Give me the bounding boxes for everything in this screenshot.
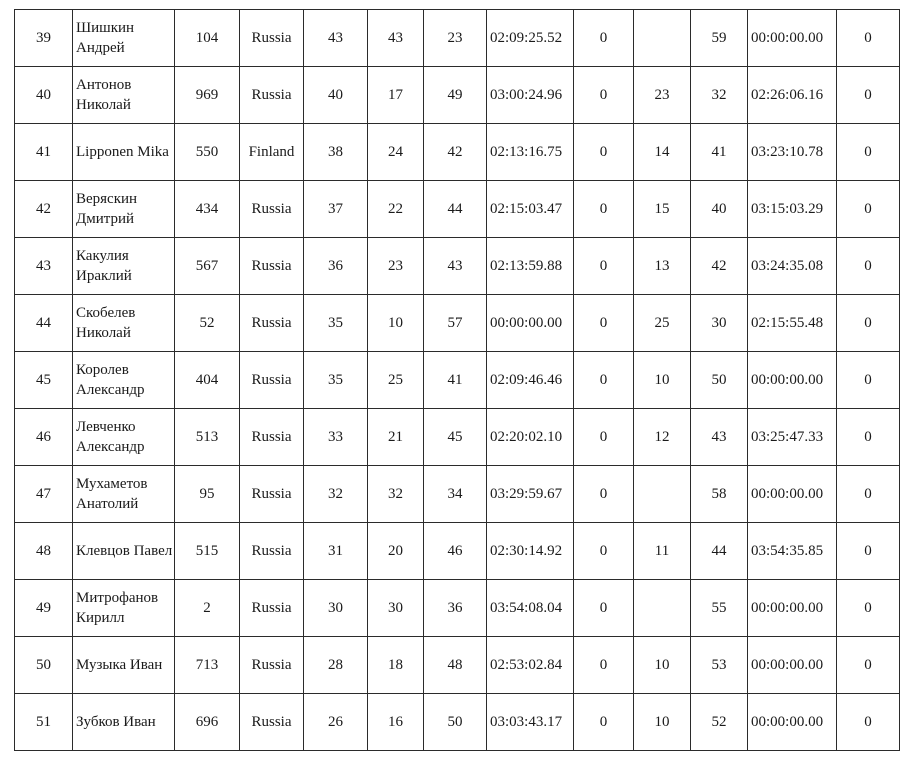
time-cell: 03:54:35.85 [748,523,837,580]
country-cell: Russia [240,10,304,67]
time-cell: 00:00:00.00 [748,637,837,694]
score-cell: 20 [368,523,424,580]
table-row [15,466,900,523]
bib-cell: 434 [175,181,240,238]
bib-cell: 550 [175,124,240,181]
count-cell: 0 [837,523,900,580]
count-cell: 32 [691,67,748,124]
country-cell: Russia [240,409,304,466]
time-cell: 03:00:24.96 [487,67,574,124]
count-cell: 25 [634,295,691,352]
count-cell: 0 [574,352,634,409]
score-cell: 31 [304,523,368,580]
count-cell: 41 [691,124,748,181]
time-cell: 00:00:00.00 [748,352,837,409]
results-table [14,9,900,751]
country-cell: Russia [240,523,304,580]
count-cell: 40 [691,181,748,238]
count-cell: 43 [691,409,748,466]
count-cell: 0 [837,352,900,409]
bib-cell: 2 [175,580,240,637]
score-cell: 43 [368,10,424,67]
score-cell: 24 [368,124,424,181]
time-cell: 00:00:00.00 [487,295,574,352]
bib-cell: 567 [175,238,240,295]
score-cell: 45 [424,409,487,466]
count-cell: 0 [837,580,900,637]
time-cell: 02:09:46.46 [487,352,574,409]
count-cell: 0 [574,580,634,637]
count-cell: 52 [691,694,748,751]
table-row [15,67,900,124]
count-cell: 58 [691,466,748,523]
table-row [15,523,900,580]
time-cell: 02:09:25.52 [487,10,574,67]
count-cell: 0 [574,694,634,751]
score-cell: 43 [424,238,487,295]
score-cell: 26 [304,694,368,751]
count-cell: 0 [574,523,634,580]
count-cell: 59 [691,10,748,67]
count-cell: 13 [634,238,691,295]
score-cell: 18 [368,637,424,694]
place-cell: 48 [15,523,73,580]
place-cell: 44 [15,295,73,352]
score-cell: 43 [304,10,368,67]
score-cell: 32 [304,466,368,523]
time-cell: 03:15:03.29 [748,181,837,238]
place-cell: 42 [15,181,73,238]
name-cell: Какулия Ираклий [73,238,175,295]
place-cell: 50 [15,637,73,694]
table-row [15,637,900,694]
count-cell: 0 [837,238,900,295]
name-cell: Левченко Александр [73,409,175,466]
country-cell: Russia [240,295,304,352]
time-cell: 03:54:08.04 [487,580,574,637]
results-body [15,10,900,751]
country-cell: Russia [240,352,304,409]
country-cell: Russia [240,466,304,523]
place-cell: 41 [15,124,73,181]
score-cell: 30 [368,580,424,637]
time-cell: 00:00:00.00 [748,580,837,637]
name-cell: Митрофанов Кирилл [73,580,175,637]
count-cell: 42 [691,238,748,295]
score-cell: 42 [424,124,487,181]
count-cell: 0 [574,466,634,523]
place-cell: 39 [15,10,73,67]
score-cell: 36 [304,238,368,295]
count-cell: 15 [634,181,691,238]
table-row [15,295,900,352]
country-cell: Russia [240,67,304,124]
place-cell: 43 [15,238,73,295]
score-cell: 37 [304,181,368,238]
count-cell: 0 [574,124,634,181]
country-cell: Russia [240,637,304,694]
time-cell: 03:25:47.33 [748,409,837,466]
count-cell: 0 [574,238,634,295]
table-row [15,181,900,238]
score-cell: 44 [424,181,487,238]
count-cell: 50 [691,352,748,409]
count-cell: 0 [574,67,634,124]
score-cell: 36 [424,580,487,637]
time-cell: 02:15:55.48 [748,295,837,352]
time-cell: 02:13:59.88 [487,238,574,295]
count-cell: 0 [837,295,900,352]
country-cell: Russia [240,580,304,637]
score-cell: 30 [304,580,368,637]
count-cell: 0 [837,637,900,694]
count-cell: 0 [574,10,634,67]
count-cell: 14 [634,124,691,181]
bib-cell: 104 [175,10,240,67]
score-cell: 41 [424,352,487,409]
count-cell: 55 [691,580,748,637]
count-cell: 10 [634,694,691,751]
score-cell: 23 [368,238,424,295]
score-cell: 23 [424,10,487,67]
count-cell: 0 [837,10,900,67]
time-cell: 02:13:16.75 [487,124,574,181]
score-cell: 34 [424,466,487,523]
time-cell: 03:03:43.17 [487,694,574,751]
time-cell: 02:30:14.92 [487,523,574,580]
score-cell: 40 [304,67,368,124]
place-cell: 40 [15,67,73,124]
time-cell: 00:00:00.00 [748,694,837,751]
score-cell: 10 [368,295,424,352]
score-cell: 28 [304,637,368,694]
count-cell: 0 [837,124,900,181]
count-cell: 0 [574,181,634,238]
count-cell: 0 [837,181,900,238]
score-cell: 21 [368,409,424,466]
table-row [15,694,900,751]
table-row [15,409,900,466]
bib-cell: 95 [175,466,240,523]
score-cell: 46 [424,523,487,580]
name-cell: Мухаметов Анатолий [73,466,175,523]
country-cell: Finland [240,124,304,181]
count-cell: 0 [837,67,900,124]
country-cell: Russia [240,181,304,238]
count-cell: 0 [574,637,634,694]
time-cell: 02:20:02.10 [487,409,574,466]
bib-cell: 969 [175,67,240,124]
score-cell: 33 [304,409,368,466]
count-cell: 53 [691,637,748,694]
time-cell: 00:00:00.00 [748,466,837,523]
count-cell: 0 [837,409,900,466]
name-cell: Музыка Иван [73,637,175,694]
time-cell: 03:29:59.67 [487,466,574,523]
count-cell: 23 [634,67,691,124]
score-cell: 49 [424,67,487,124]
name-cell: Lipponen Mika [73,124,175,181]
table-row [15,238,900,295]
score-cell: 16 [368,694,424,751]
bib-cell: 513 [175,409,240,466]
score-cell: 17 [368,67,424,124]
count-cell: 44 [691,523,748,580]
count-cell: 0 [837,694,900,751]
count-cell: 0 [574,409,634,466]
count-cell: 10 [634,352,691,409]
place-cell: 47 [15,466,73,523]
time-cell: 03:23:10.78 [748,124,837,181]
time-cell: 02:26:06.16 [748,67,837,124]
count-cell: 10 [634,637,691,694]
count-cell [634,466,691,523]
bib-cell: 515 [175,523,240,580]
score-cell: 35 [304,295,368,352]
table-row [15,580,900,637]
count-cell: 0 [837,466,900,523]
count-cell: 30 [691,295,748,352]
time-cell: 02:15:03.47 [487,181,574,238]
place-cell: 51 [15,694,73,751]
score-cell: 22 [368,181,424,238]
name-cell: Зубков Иван [73,694,175,751]
score-cell: 35 [304,352,368,409]
country-cell: Russia [240,694,304,751]
time-cell: 00:00:00.00 [748,10,837,67]
name-cell: Клевцов Павел [73,523,175,580]
count-cell [634,580,691,637]
bib-cell: 713 [175,637,240,694]
bib-cell: 52 [175,295,240,352]
score-cell: 38 [304,124,368,181]
time-cell: 02:53:02.84 [487,637,574,694]
table-row [15,10,900,67]
score-cell: 48 [424,637,487,694]
score-cell: 32 [368,466,424,523]
count-cell [634,10,691,67]
name-cell: Веряскин Дмитрий [73,181,175,238]
place-cell: 49 [15,580,73,637]
count-cell: 0 [574,295,634,352]
count-cell: 11 [634,523,691,580]
place-cell: 46 [15,409,73,466]
bib-cell: 696 [175,694,240,751]
bib-cell: 404 [175,352,240,409]
place-cell: 45 [15,352,73,409]
name-cell: Скобелев Николай [73,295,175,352]
name-cell: Шишкин Андрей [73,10,175,67]
score-cell: 57 [424,295,487,352]
score-cell: 25 [368,352,424,409]
name-cell: Королев Александр [73,352,175,409]
time-cell: 03:24:35.08 [748,238,837,295]
score-cell: 50 [424,694,487,751]
count-cell: 12 [634,409,691,466]
name-cell: Антонов Николай [73,67,175,124]
table-row [15,124,900,181]
table-row [15,352,900,409]
country-cell: Russia [240,238,304,295]
